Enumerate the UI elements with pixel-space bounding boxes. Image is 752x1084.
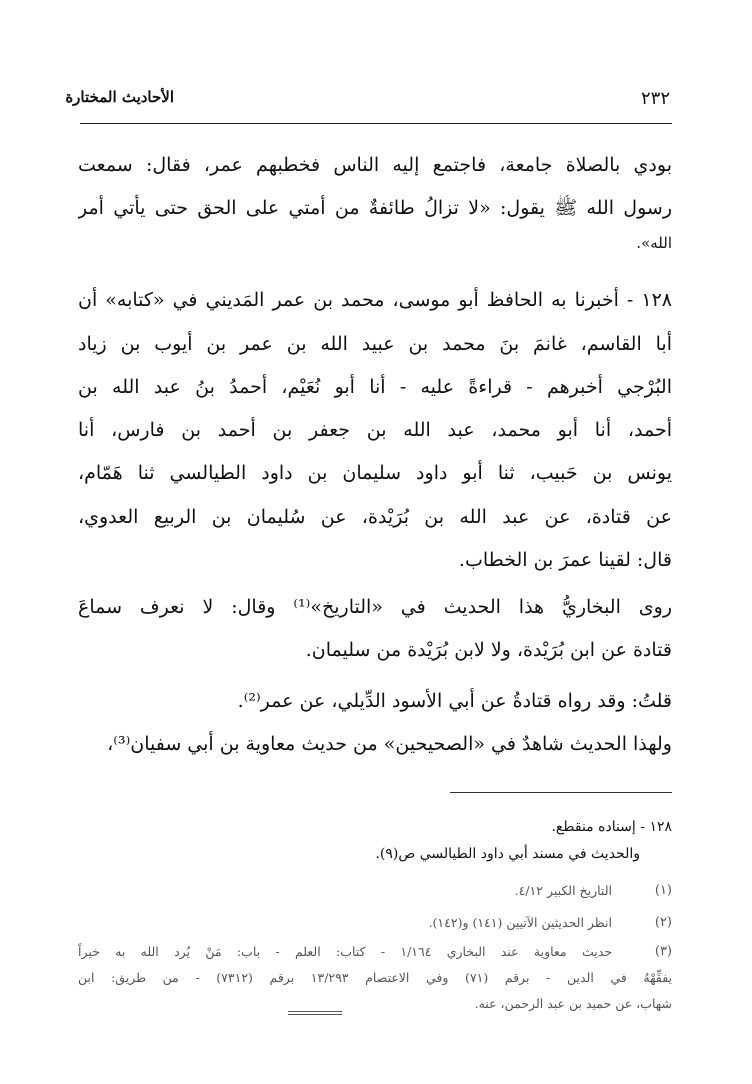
footnote-text: التاريخ الكبير ٤/١٢. [514,883,612,898]
body-line: يونس بن حَبيب، ثنا أبو داود سليمان بن داود الطيالسي ثنا هَمّام، [78,462,672,484]
body-line: رسول الله ﷺ يقول: «لا تزالُ طائفةٌ من أمتي على الحق حتى يأتي أمر [78,197,672,219]
body-line: قلتُ: وقد رواه قتادةُ عن أبي الأسود الدِّيلي، عن عمر⁽²⁾. [237,690,672,712]
running-header-title: الأحاديث المختارة [65,88,174,106]
footnote-text: يفقِّهْهُ في الدين - برقم (٧١) وفي الاعتصام ١٣/٢٩٣ برقم (٧٣١٢) - من طريق: ابن [78,970,672,985]
header-rule [80,123,672,124]
footnote-text: انظر الحديثين الآتيين (١٤١) و(١٤٢). [428,915,612,930]
footnote-main: والحديث في مسند أبي داود الطيالسي ص(٩). [375,846,640,862]
body-line: عن قتادة، عن عبد الله بن بُرَيْدة، عن سُليمان بن الربيع العدوي، [78,506,672,528]
footnote-number: (٢) [654,915,672,930]
footnote-text: حديث معاوية عند البخاري ١/١٦٤ - كتاب: العلم - باب: مَنْ يُرد الله به خيراً [78,944,612,959]
body-line: أحمد، أنا أبو محمد، عبد الله بن جعفر بن أحمد بن فارس، أنا [78,419,672,441]
footnote-text: شهاب، عن حميد بن عبد الرحمن، عنه. [474,996,672,1011]
body-line: البُرْجي أخبرهم - قراءةً عليه - أنا أبو نُعَيْم، أحمدُ بنُ عبد الله بن [78,376,672,398]
body-line: قال: لقينا عمرَ بن الخطاب. [458,549,672,571]
body-line: ١٢٨ - أخبرنا به الحافظ أبو موسى، محمد بن عمر المَديني في «كتابه» أن [78,289,672,311]
body-line: أبا القاسم، غانمَ بنَ محمد بن عبيد الله بن عمر بن أيوب بن زياد [78,333,672,355]
footnote-rule [450,792,672,793]
footnote-main: ١٢٨ - إسناده منقطع. [551,819,672,835]
body-line: بودي بالصلاة جامعة، فاجتمع إليه الناس فخطبهم عمر، فقال: سمعت [78,154,672,176]
footnote-number: (٣) [654,944,672,959]
page-number: ٢٣٢ [640,88,670,109]
body-line: الله». [636,234,672,252]
continuation-mark [288,1014,342,1015]
body-line: روى البخاريُّ هذا الحديث في «التاريخ»⁽¹⁾ وقال: لا نعرف سماعَ [78,596,672,618]
body-line: قتادة عن ابن بُرَيْدة، ولا لابن بُرَيْدة من سليمان. [305,639,672,661]
body-line: ولهذا الحديث شاهدٌ في «الصحيحين» من حديث معاوية بن أبي سفيان⁽³⁾، [107,733,672,755]
footnote-number: (١) [654,883,672,898]
continuation-mark [288,1011,342,1012]
